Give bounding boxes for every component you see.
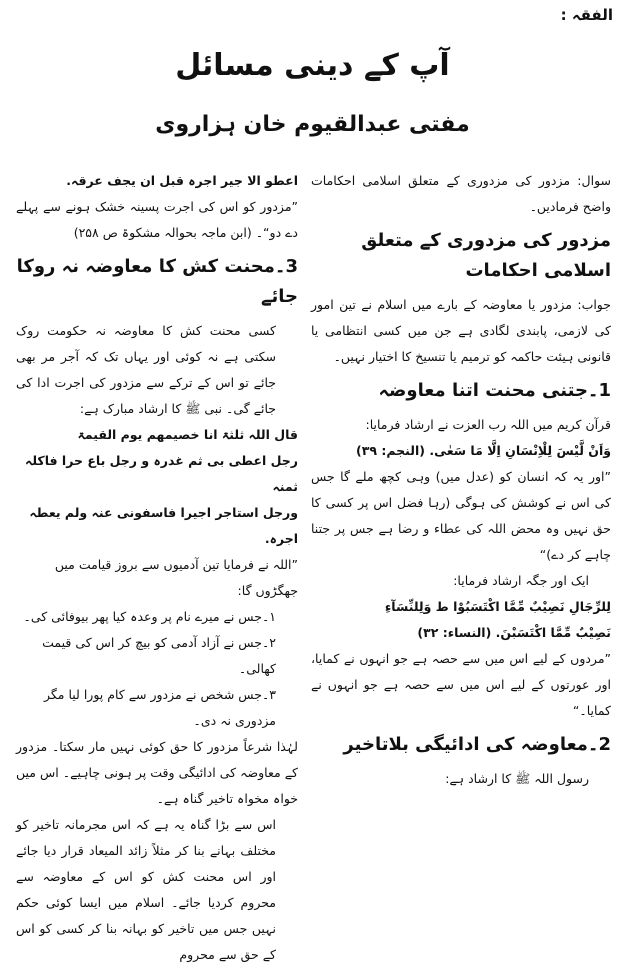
heading-labor-rulings: مزدور کی مزدوری کے متعلق اسلامی احکامات <box>361 230 611 281</box>
hadith-1: اعطو الا جیر اجرہ قبل ان یجف عرقہ. <box>66 173 298 188</box>
heading-section-3: 3۔محنت کش کا معاوضہ نہ روکا جائے <box>16 256 298 307</box>
quran-verse-2a: لِلرِّجَالِ نَصِیْبٌ مِّمَّا اکْتَسَبُوْا ط وَلِلنِّسَآءِ <box>384 599 611 614</box>
hadith-2-translation: ”اللہ نے فرمایا تین آدمیوں سے بروز قیامت میں جھگڑوں گا: <box>54 557 298 598</box>
section-3-text: کسی محنت کش کا معاوضہ نہ حکومت روک سکتی ہے نہ کوئی اور یہاں تک کہ آجر مر بھی جائے تو اس کے ترکے سے مزدور کی اجرت ادا کی جائے گی۔ نبی ﷺ کا ارشاد مبارک ہے: <box>16 323 276 416</box>
left-column <box>16 168 298 968</box>
section-2-intro: رسول اللہ ﷺ کا ارشاد ہے: <box>445 771 589 786</box>
page-title: آپ کے دینی مسائل <box>175 48 450 83</box>
question-text: سوال: مزدور کی مزدوری کے متعلق اسلامی احکامات واضح فرمادیں۔ <box>311 173 611 214</box>
hadith-1-translation: ”مزدور کو اس کی اجرت پسینہ خشک ہونے سے پہلے دے دو“۔ (ابن ماجہ بحوالہ مشکوۃ ص ۲۵۸) <box>16 199 298 240</box>
heading-section-1: 1۔جتنی محنت اتنا معاوضہ <box>378 380 611 401</box>
final-text: اس سے بڑا گناہ یہ ہے کہ اس مجرمانہ تاخیر کو مختلف بہانے بنا کر مثلاً زائد المیعاد قرار دیا جائے اور اس محنت کش کو اس کے معاوضہ سے محروم کردیا جائے۔ اسلام میں ایسا کوئی حکم نہیں جس میں تاخیر کو بہانہ بنا کر کسی کو اس کے حق سے محروم <box>16 817 276 962</box>
heading-section-2: 2۔معاوضہ کی ادائیگی بلاتاخیر <box>343 734 611 755</box>
author-name: مفتی عبدالقیوم خان ہزاروی <box>155 112 470 137</box>
list-item-3: ۳۔جس شخص نے مزدور سے کام پورا لیا مگر مزدوری نہ دی۔ <box>43 687 276 728</box>
quran-verse-1: وَاَنْ لَّیْسَ لِلْاِنْسَانِ اِلَّا مَا سَعٰی. (النجم: ۳۹) <box>356 443 611 458</box>
list-item-1: ۱۔جس نے میرے نام پر وعدہ کیا پھر بیوفائی کی۔ <box>23 609 276 624</box>
hadith-2-line-3: ورجل استاجر اجیرا فاسفونی عنہ ولم یعطہ اجرہ. <box>29 505 298 546</box>
hadith-2-line-1: قال اللہ ثلثۃ انا خصیمھم یوم القیمۃ <box>77 427 298 442</box>
hadith-2-line-2: رجل اعطی بی ثم غدرہ و رجل باع حرا فاکلہ ثمنہ <box>25 453 298 494</box>
section-1-intro: قرآن کریم میں اللہ رب العزت نے ارشاد فرمایا: <box>365 417 611 432</box>
section-label: الفقہ : <box>560 6 613 24</box>
verse-2-translation: ”مردوں کے لیے اس میں سے حصہ ہے جو انہوں نے کمایا، اور عورتوں کے لیے اس میں سے حصہ ہے جو انہوں نے کمایا۔“ <box>311 651 611 718</box>
right-column <box>311 168 611 792</box>
verse-1-translation: ”اور یہ کہ انسان کو (عدل میں) وہی کچھ ملے گا جس کی اس نے کوشش کی ہوگی (رہا فضل اس پر کسی کا حق نہیں وہ محض اللہ کی عطاء و رضا ہے جس پر جتنا چاہے کر دے)“ <box>311 469 611 562</box>
section-1-intro-2: ایک اور جگہ ارشاد فرمایا: <box>453 573 589 588</box>
conclusion-text: لہٰذا شرعاً مزدور کا حق کوئی نہیں مار سکتا۔ مزدور کے معاوضہ کی ادائیگی وقت پر ہونی چاہیے۔ اس میں خواہ مخواہ تاخیر گناہ ہے۔ <box>16 739 298 806</box>
quran-verse-2b: نَصِیْبٌ مِّمَّا اکْتَسَبْنَ. (النساء: ۳۲) <box>417 625 611 640</box>
list-item-2: ۲۔جس نے آزاد آدمی کو بیچ کر اس کی قیمت کھالی۔ <box>42 635 276 676</box>
answer-text: جواب: مزدور یا معاوضہ کے بارے میں اسلام نے تین امور کی لازمی، پابندی لگادی ہے جن میں کسی انتظامی یا قانونی ہیئت حاکمہ کو ترمیم یا تنسیخ کا اختیار نہیں۔ <box>311 297 611 364</box>
